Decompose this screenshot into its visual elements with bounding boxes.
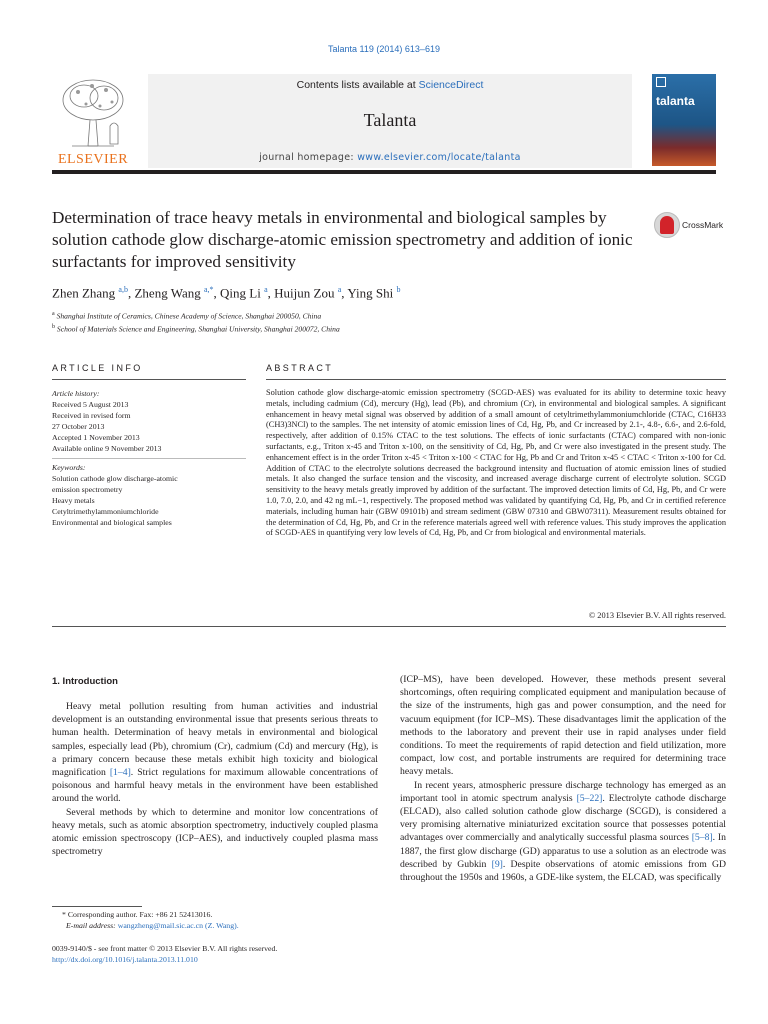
header-divider [52,170,716,174]
contents-prefix: Contents lists available at [296,79,416,91]
email-link[interactable]: wangzheng@mail.sic.ac.cn (Z. Wang). [117,921,239,930]
history-item: Accepted 1 November 2013 [52,433,140,442]
journal-citation[interactable]: Talanta 119 (2014) 613–619 [328,44,440,54]
elsevier-tree-icon [52,76,134,150]
citation-link[interactable]: [9] [491,858,503,870]
cover-badge-icon [656,77,666,87]
affiliation: $^a$ Shanghai Institute of Ceramics, Chinese Academy of Science, Shanghai 200050, China [52,311,322,321]
journal-name: Talanta [363,110,417,130]
homepage-line [148,152,632,163]
affiliation: $^b$ School of Materials Science and Engineering, Shanghai University, Shanghai 200072, China [52,323,340,334]
elsevier-logo [52,76,134,168]
journal-cover-image [652,74,716,166]
keyword: emission spectrometry [52,485,123,494]
cover-title: talanta [656,94,695,108]
footnote [52,909,382,931]
history-label: Article history: [52,389,100,398]
history-item: Received 5 August 2013 [52,400,129,409]
citation-link[interactable]: [5–8] [691,832,713,844]
divider [52,458,246,459]
publisher-wordmark: ELSEVIER [57,152,129,167]
masthead [52,74,716,168]
keywords [52,462,246,528]
keyword: Environmental and biological samples [52,518,172,527]
paragraph: Several methods by which to determine and monitor low concentrations of heavy metals, such as atomic absorption spectrometry, inductively coupled plasma atomic emission spectroscopy (ICP–AES), and inductively coupled plasma mass spectrometry [52,806,378,858]
abstract-heading: ABSTRACT [266,363,334,373]
author-affil-link[interactable]: a [264,285,268,294]
sciencedirect-link[interactable]: ScienceDirect [418,79,484,91]
abstract-body: Solution cathode glow discharge-atomic emission spectrometry (SCGD-AES) was evaluated for its ability to determine toxic heavy metals, including cadmium (Cd), mercury (Hg), lead (Pb), and chromium (Cr), in environmental and biological samples. A significant enhancement in heavy metal signal was observed by addition of a small amount of cetyltrimethylammoniumchloride (CTAC, C16H33 (CH3)3NCl) to the samples. The net intensity of atomic emission lines of Cd, Hg, Pb, and Cr increased by 2.1-, 4.8-, 6.6-, and 2.6-fold, respectively, after addition of 0.15% CTAC to the test solutions. The effects of ionic surfactants (CTAC) compared with non-ionic surfactants, e.g., Triton x-45 and Triton x-100, on the sensitivity of Cd, Hg, Pb, and Cr were also investigated in the present study. The enhancement effect is in the order Triton x-45 < Triton x-100 < CTAC for Hg, Pb and Cr and Triton x-45 < CTAC < Triton x-100 for Cd. Addition of CTAC to the electrolyte solutions decreased the background intensity and fluctuation of atomic emission lines of studied metals. It also changed the surface tension and the viscosity, and increased average discharge current of electrolyte solution. SCGD sensitivity to the heavy metals greatly improved by addition of the surfactant. The improved detection limits of Cd, Hg, Pb, and Cr were 1.0, 7.0, 2.0, and 42 ng mL−1, respectively. The proposed method was validated by quantifying Cd, Hg, Pb, and Cr in certified reference materials, including human hair (GBW 09101b) and stream sediment (GBW 07310 and GBW07311). Measurement results obtained for the determination of Cd, Hg, Pb, and Cr in the reference materials agreed well with reference values. This study improves the application of SCGD-AES in quantifying very low levels of Cd, Hg, Pb, and Cr from biological and environmental materials. [266,388,726,538]
article-history [52,388,246,454]
author-list: Zhen Zhang $^{a,b}$, Zheng Wang $^{a,*}$, Qing Li $^a$, Huijun Zou $^a$, Ying Shi $^b$ [52,285,401,301]
keyword: Cetyltrimethylammoniumchloride [52,507,159,516]
divider [52,379,246,380]
paragraph: (ICP–MS), have been developed. However, these methods present several shortcomings, often requiring complicated equipment and manipulation because of the size of the instruments, high gas and power consumption, and the need for vacuum equipment (for ICP–MS). These disadvantages limit the application of the methods to the laboratory and prevent their use in rapid analyses under field conditions. To meet the requirements of rapid detection and field utilization, more compact, low cost, and portable instruments are required for determining trace heavy metals. [400,674,726,778]
author-affil-link[interactable]: b [396,285,401,294]
paragraph: Heavy metal pollution resulting from human activities and industrial development is an outstanding environmental issue that presents serious threats to human health. Determination of heavy metals in environmental and biological samples, especially lead (Pb), chromium (Cr), cadmium (Cd) and mercury (Hg), is a primary concern because these metals exhibit high toxicity and biological magnification [1–4]. Strict regulations for maximum allowable concentrations of poisonous and harmful heavy metals in the environment have been established around the world. [52,701,378,805]
body-column-left [52,700,378,858]
author-affil-link[interactable]: a [337,285,342,294]
author-affil-link[interactable]: a,* [203,285,214,294]
section-heading: 1. Introduction [52,676,118,687]
author-affil-link[interactable]: a,b [118,285,128,294]
author-name: Qing Li [220,285,261,301]
issn-footer [52,943,452,965]
author-name: Zheng Wang [134,285,201,301]
crossmark-icon [654,212,680,238]
article-title: Determination of trace heavy metals in environmental and biological samples by solution cathode glow discharge-atomic emission spectrometry and addition of ionic surfactants for improved sensitivity [52,208,633,271]
history-item: Available online 9 November 2013 [52,444,162,453]
citation-link[interactable]: [5–22] [576,792,603,804]
footnote-divider [52,906,142,907]
crossmark-label: CrossMark [682,220,724,230]
paragraph: In recent years, atmospheric pressure discharge technology has emerged as an important tool in atomic spectrum analysis [5–22]. Electrolyte cathode discharge (ELCAD), also called solution cathode glow discharge (SCGD), is considered a very promising alternative miniaturized excitation source that possesses potential advantages over commercially and analytically successful plasma sources [5–8]. In 1887, the first glow discharge (GD) apparatus to use a solution as an electrode was described by Gubkin [9]. Despite observations of atomic emissions from GD throughout the 1950s and 1960s, a GDE-like system, the ELCAD, was specifically [400,779,727,884]
email-label: E-mail address: [66,921,116,930]
abstract-copyright: © 2013 Elsevier B.V. All rights reserved. [588,611,726,620]
homepage-prefix: journal homepage: [259,152,354,163]
divider [266,379,726,380]
divider [52,626,726,627]
affiliations [52,309,692,334]
keyword: Solution cathode glow discharge-atomic [52,474,178,483]
masthead-banner [148,74,632,168]
contents-line [148,79,632,91]
citation-link[interactable]: [1–4] [109,767,131,779]
crossmark-button[interactable] [654,212,724,238]
author-name: Zhen Zhang [52,285,116,301]
history-item: 27 October 2013 [52,422,105,431]
history-item: Received in revised form [52,411,131,420]
article-info-heading: ARTICLE INFO [52,363,143,373]
author-name: Huijun Zou [274,285,335,301]
body-column-right [400,673,726,884]
doi-link[interactable]: http://dx.doi.org/10.1016/j.talanta.2013.11.010 [52,955,198,964]
corresponding-author-note: * Corresponding author. Fax: +86 21 52413016. [62,910,213,919]
keyword: Heavy metals [52,496,95,505]
homepage-link[interactable]: www.elsevier.com/locate/talanta [357,152,521,163]
keywords-label: Keywords: [52,463,86,472]
author-name: Ying Shi [347,285,394,301]
issn-text: 0039-9140/$ - see front matter © 2013 Elsevier B.V. All rights reserved. [52,944,278,953]
